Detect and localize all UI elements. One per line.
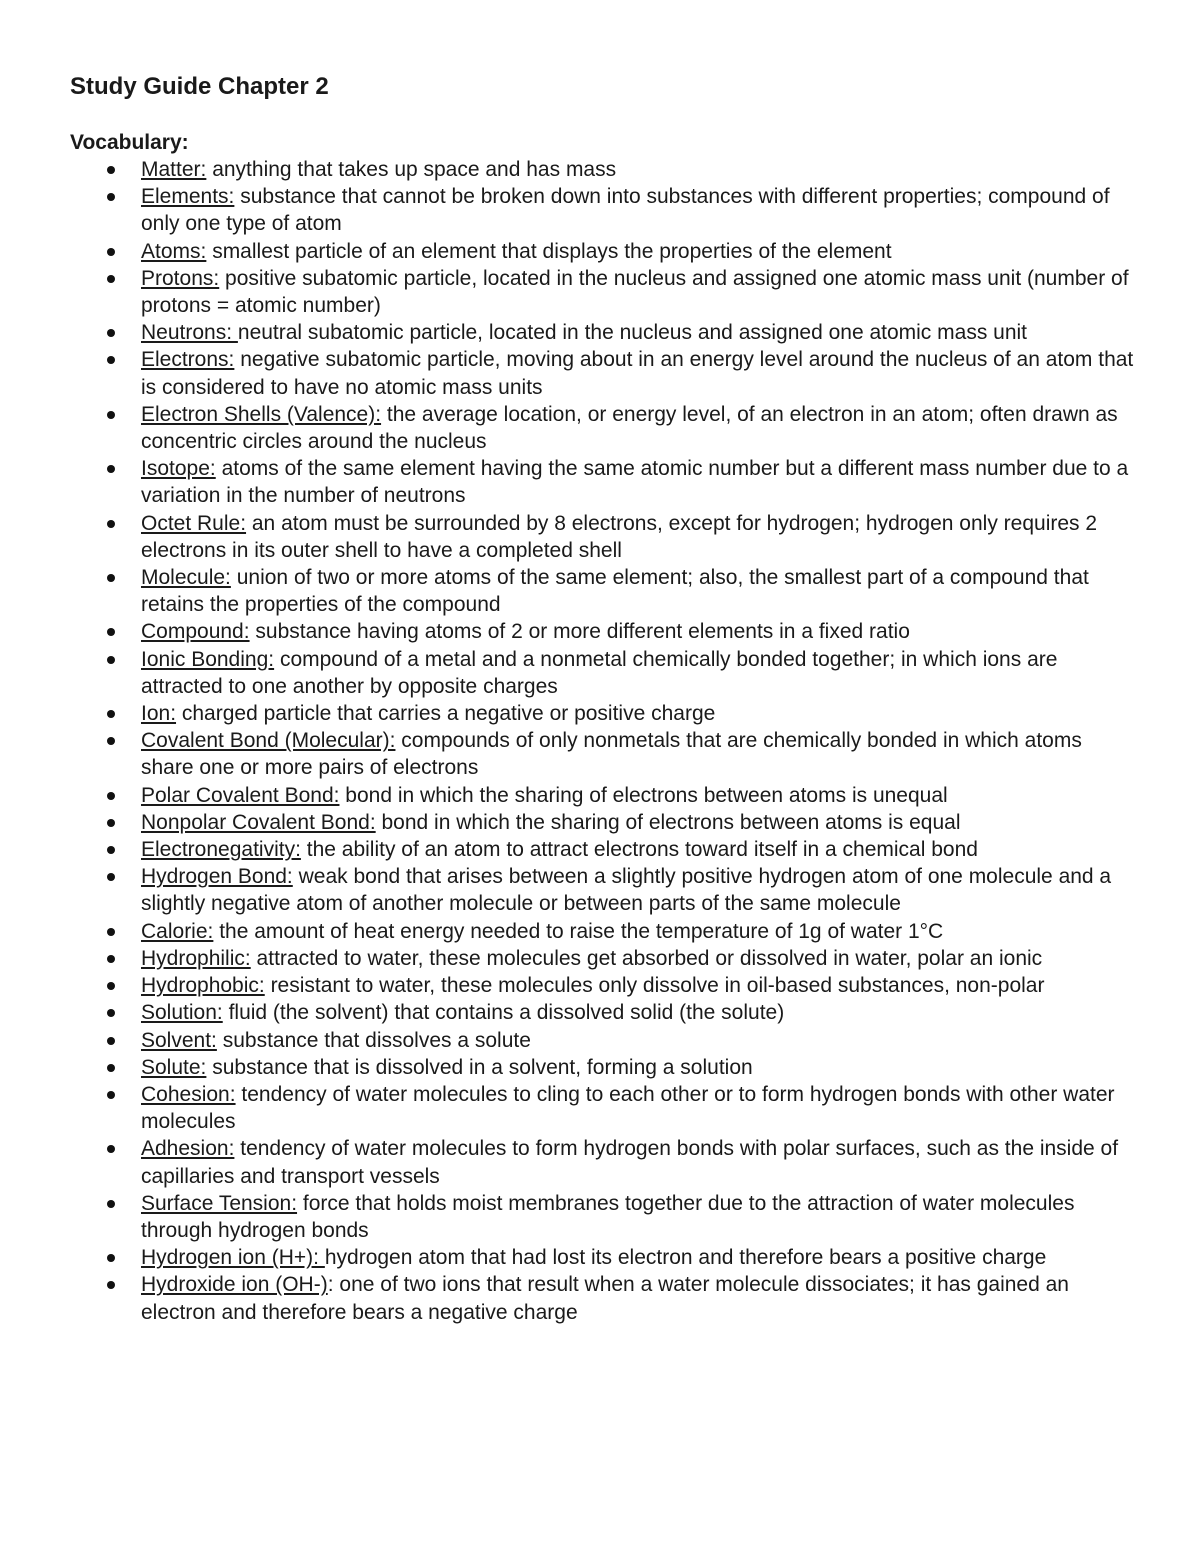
- bullet-icon: [107, 1064, 115, 1072]
- vocab-definition: the ability of an atom to attract electrons toward itself in a chemical bond: [300, 838, 978, 862]
- list-item: [70, 1027, 1140, 1054]
- vocab-definition: union of two or more atoms of the same element; also, the smallest part of a compound that retains the properties of the compound: [141, 566, 1089, 617]
- document-page: [70, 68, 1140, 1326]
- vocab-term: Solvent:: [141, 1028, 217, 1052]
- vocab-definition: fluid (the solvent) that contains a dissolved solid (the solute): [222, 1001, 785, 1025]
- bullet-icon: [107, 1200, 115, 1208]
- vocab-term: Ionic Bonding:: [141, 647, 275, 671]
- list-item: [70, 455, 1140, 509]
- bullet-icon: [107, 710, 115, 718]
- bullet-icon: [107, 955, 115, 963]
- bullet-icon: [107, 982, 115, 990]
- bullet-icon: [107, 1091, 115, 1099]
- list-item: [70, 999, 1140, 1026]
- vocab-term: Hydrogen ion (H+):: [141, 1246, 325, 1270]
- vocab-term: Protons:: [141, 266, 220, 290]
- list-item: [70, 156, 1140, 183]
- list-item: [70, 646, 1140, 700]
- vocab-term: Solute:: [141, 1055, 207, 1079]
- bullet-icon: [107, 737, 115, 745]
- list-item: [70, 265, 1140, 319]
- vocab-term: Compound:: [141, 620, 250, 644]
- vocab-definition: an atom must be surrounded by 8 electrons, except for hydrogen; hydrogen only requires 2 electrons in its outer shell to have a completed shell: [141, 511, 1098, 562]
- vocab-term: Hydrophilic:: [141, 946, 251, 970]
- vocab-term: Electronegativity:: [141, 838, 301, 862]
- bullet-icon: [107, 574, 115, 582]
- vocab-term: Octet Rule:: [141, 511, 247, 535]
- list-item: [70, 836, 1140, 863]
- bullet-icon: [107, 166, 115, 174]
- list-item: [70, 782, 1140, 809]
- list-item: [70, 183, 1140, 237]
- list-item: [70, 1081, 1140, 1135]
- list-item: [70, 863, 1140, 917]
- vocab-definition: tendency of water molecules to form hydrogen bonds with polar surfaces, such as the inside of capillaries and transport vessels: [141, 1137, 1119, 1188]
- bullet-icon: [107, 1009, 115, 1017]
- list-item: [70, 618, 1140, 645]
- list-item: [70, 1244, 1140, 1271]
- vocab-definition: bond in which the sharing of electrons between atoms is equal: [375, 810, 961, 834]
- vocab-term: Hydroxide ion (OH-): [141, 1273, 328, 1297]
- bullet-icon: [107, 792, 115, 800]
- list-item: [70, 700, 1140, 727]
- vocab-term: Covalent Bond (Molecular):: [141, 729, 396, 753]
- bullet-icon: [107, 411, 115, 419]
- vocab-definition: smallest particle of an element that displays the properties of the element: [206, 239, 892, 263]
- list-item: [70, 564, 1140, 618]
- bullet-icon: [107, 628, 115, 636]
- list-item: [70, 918, 1140, 945]
- vocab-term: Neutrons:: [141, 321, 238, 345]
- list-item: [70, 809, 1140, 836]
- vocab-term: Isotope:: [141, 457, 216, 481]
- vocab-term: Atoms:: [141, 239, 207, 263]
- bullet-icon: [107, 193, 115, 201]
- vocab-definition: atoms of the same element having the same atomic number but a different mass number due to a variation in the number of neutrons: [141, 457, 1129, 508]
- list-item: [70, 346, 1140, 400]
- vocab-definition: compounds of only nonmetals that are chemically bonded in which atoms share one or more pairs of electrons: [141, 729, 1082, 780]
- bullet-icon: [107, 465, 115, 473]
- list-item: [70, 238, 1140, 265]
- vocab-term: Elements:: [141, 185, 235, 209]
- vocab-definition: resistant to water, these molecules only dissolve in oil-based substances, non-polar: [264, 974, 1045, 998]
- list-item: [70, 1190, 1140, 1244]
- vocab-term: Matter:: [141, 158, 207, 181]
- vocab-term: Cohesion:: [141, 1082, 236, 1106]
- list-item: [70, 727, 1140, 781]
- bullet-icon: [107, 1037, 115, 1045]
- bullet-icon: [107, 248, 115, 256]
- vocab-definition: : one of two ions that result when a water molecule dissociates; it has gained an electron and therefore bears a negative charge: [141, 1273, 1069, 1324]
- list-item: [70, 319, 1140, 346]
- bullet-icon: [107, 819, 115, 827]
- list-item: [70, 1135, 1140, 1189]
- vocab-definition: substance that is dissolved in a solvent, forming a solution: [206, 1055, 753, 1079]
- bullet-icon: [107, 846, 115, 854]
- bullet-icon: [107, 1254, 115, 1262]
- vocab-term: Ion:: [141, 702, 177, 726]
- bullet-icon: [107, 656, 115, 664]
- list-item: [70, 945, 1140, 972]
- list-item: [70, 1271, 1140, 1325]
- page-title: Study Guide Chapter 2: [70, 73, 329, 100]
- list-item: [70, 510, 1140, 564]
- vocab-term: Electron Shells (Valence):: [141, 402, 382, 426]
- list-item: [70, 972, 1140, 999]
- list-item: [70, 401, 1140, 455]
- bullet-icon: [107, 873, 115, 881]
- vocab-definition: the amount of heat energy needed to raise the temperature of 1g of water 1°C: [213, 919, 944, 943]
- vocab-definition: neutral subatomic particle, located in the nucleus and assigned one atomic mass unit: [237, 321, 1028, 345]
- vocab-definition: substance that cannot be broken down into substances with different properties; compound of only one type of atom: [141, 185, 1110, 236]
- vocab-definition: negative subatomic particle, moving about in an energy level around the nucleus of an atom that is considered to have no atomic mass units: [141, 348, 1134, 399]
- vocab-definition: compound of a metal and a nonmetal chemically bonded together; in which ions are attracted to one another by opposite charges: [141, 647, 1058, 698]
- bullet-icon: [107, 356, 115, 364]
- vocab-definition: the average location, or energy level, of an electron in an atom; often drawn as concentric circles around the nucleus: [141, 402, 1118, 454]
- vocab-definition: force that holds moist membranes together due to the attraction of water molecules through hydrogen bonds: [141, 1191, 1075, 1242]
- vocab-term: Solution:: [141, 1001, 223, 1025]
- bullet-icon: [107, 1281, 115, 1289]
- vocab-definition: substance that dissolves a solute: [216, 1028, 531, 1052]
- bullet-icon: [107, 520, 115, 528]
- vocab-definition: bond in which the sharing of electrons between atoms is unequal: [339, 783, 948, 807]
- vocab-definition: weak bond that arises between a slightly positive hydrogen atom of one molecule and a slightly negative atom of another molecule or between parts of the same molecule: [141, 865, 1112, 916]
- vocab-definition: anything that takes up space and has mass: [206, 158, 617, 181]
- vocabulary-list: [70, 156, 1140, 1326]
- vocab-definition: substance having atoms of 2 or more different elements in a fixed ratio: [249, 620, 910, 644]
- vocab-definition: charged particle that carries a negative or positive charge: [176, 702, 716, 726]
- vocab-term: Molecule:: [141, 566, 231, 590]
- vocab-term: Electrons:: [141, 348, 235, 372]
- bullet-icon: [107, 928, 115, 936]
- vocab-term: Nonpolar Covalent Bond:: [141, 810, 376, 834]
- vocab-term: Hydrogen Bond:: [141, 865, 293, 889]
- vocab-definition: tendency of water molecules to cling to each other or to form hydrogen bonds with other water molecules: [141, 1082, 1115, 1134]
- vocabulary-heading: Vocabulary:: [70, 131, 189, 154]
- vocab-definition: hydrogen atom that had lost its electron and therefore bears a positive charge: [324, 1246, 1047, 1270]
- vocab-term: Adhesion:: [141, 1137, 235, 1161]
- vocab-term: Hydrophobic:: [141, 974, 265, 998]
- vocab-definition: positive subatomic particle, located in the nucleus and assigned one atomic mass unit (number of protons = atomic number): [141, 266, 1129, 318]
- list-item: [70, 1054, 1140, 1081]
- bullet-icon: [107, 275, 115, 283]
- bullet-icon: [107, 1145, 115, 1153]
- vocab-definition: attracted to water, these molecules get absorbed or dissolved in water, polar an ionic: [250, 946, 1043, 970]
- vocab-term: Polar Covalent Bond:: [141, 783, 340, 807]
- bullet-icon: [107, 329, 115, 337]
- vocab-term: Surface Tension:: [141, 1191, 298, 1215]
- vocab-term: Calorie:: [141, 919, 214, 943]
